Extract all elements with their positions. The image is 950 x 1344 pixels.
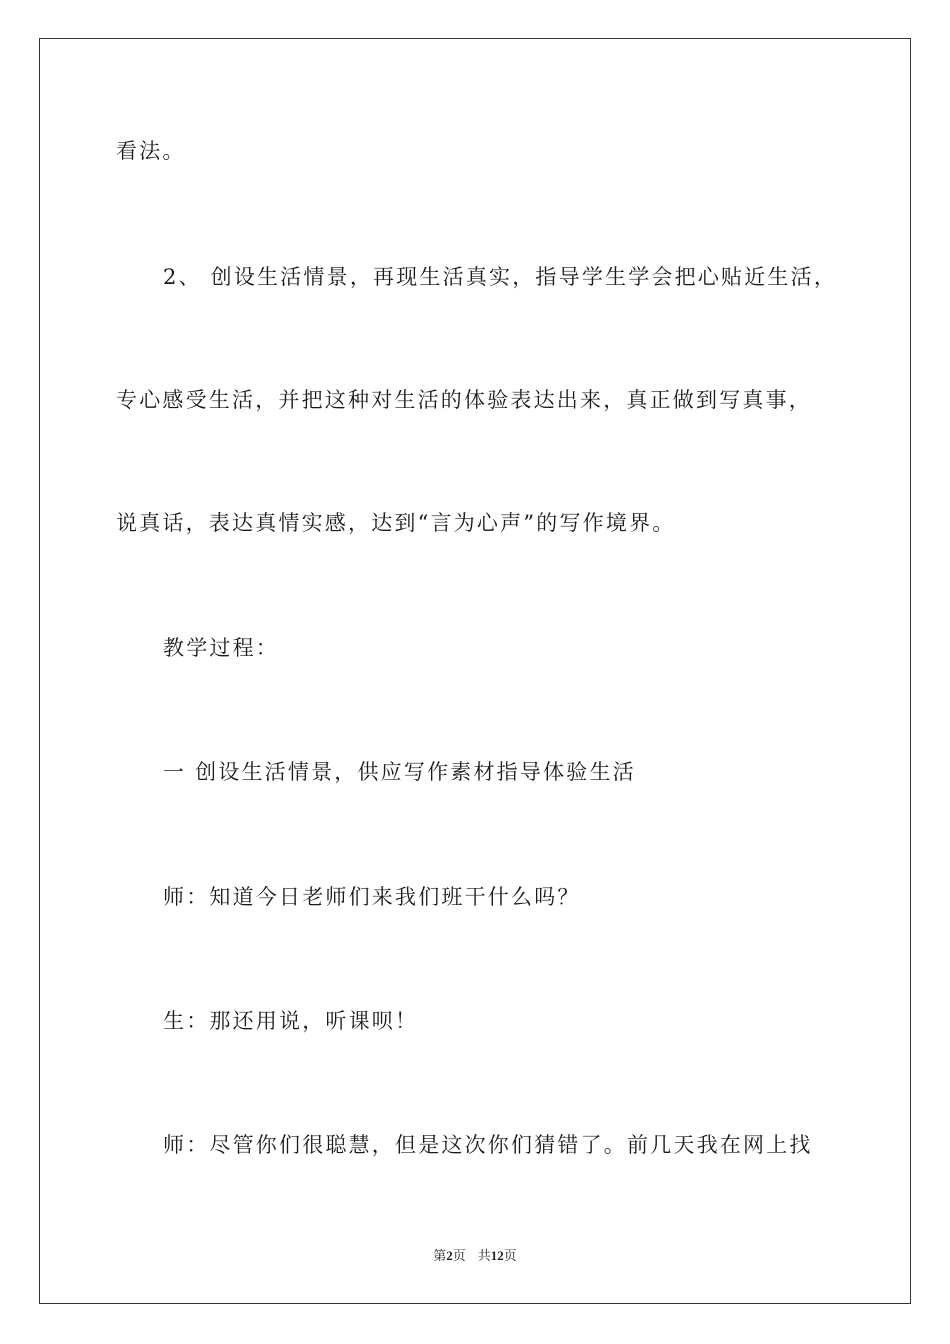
dialogue-line: 师：尽管你们很聪慧，但是这次你们猜错了。前几天我在网上找 <box>163 1133 813 1157</box>
page-border <box>39 38 911 1304</box>
dialogue-line: 师：知道今日老师们来我们班干什么吗？ <box>163 885 581 909</box>
paragraph-line: 看法。 <box>116 139 186 163</box>
total-pages-number: 12 <box>490 1248 504 1263</box>
page-suffix: 页 <box>452 1248 466 1263</box>
page-prefix: 第 <box>433 1248 447 1263</box>
current-page-number: 2 <box>446 1248 453 1263</box>
paragraph-line: 说真话，表达真情实感，达到“言为心声”的写作境界。 <box>116 511 676 535</box>
subsection-heading: 一 创设生活情景，供应写作素材指导体验生活 <box>163 760 636 784</box>
dialogue-line: 生：那还用说，听课呗！ <box>163 1009 419 1033</box>
total-prefix: 共 <box>477 1248 491 1263</box>
paragraph-line: 2、 创设生活情景，再现生活真实，指导学生学会把心贴近生活， <box>163 265 838 289</box>
page-footer <box>0 1245 950 1264</box>
paragraph-line: 专心感受生活，并把这种对生活的体验表达出来，真正做到写真事， <box>116 388 812 412</box>
total-suffix: 页 <box>503 1248 517 1263</box>
section-heading: 教学过程： <box>163 636 279 660</box>
